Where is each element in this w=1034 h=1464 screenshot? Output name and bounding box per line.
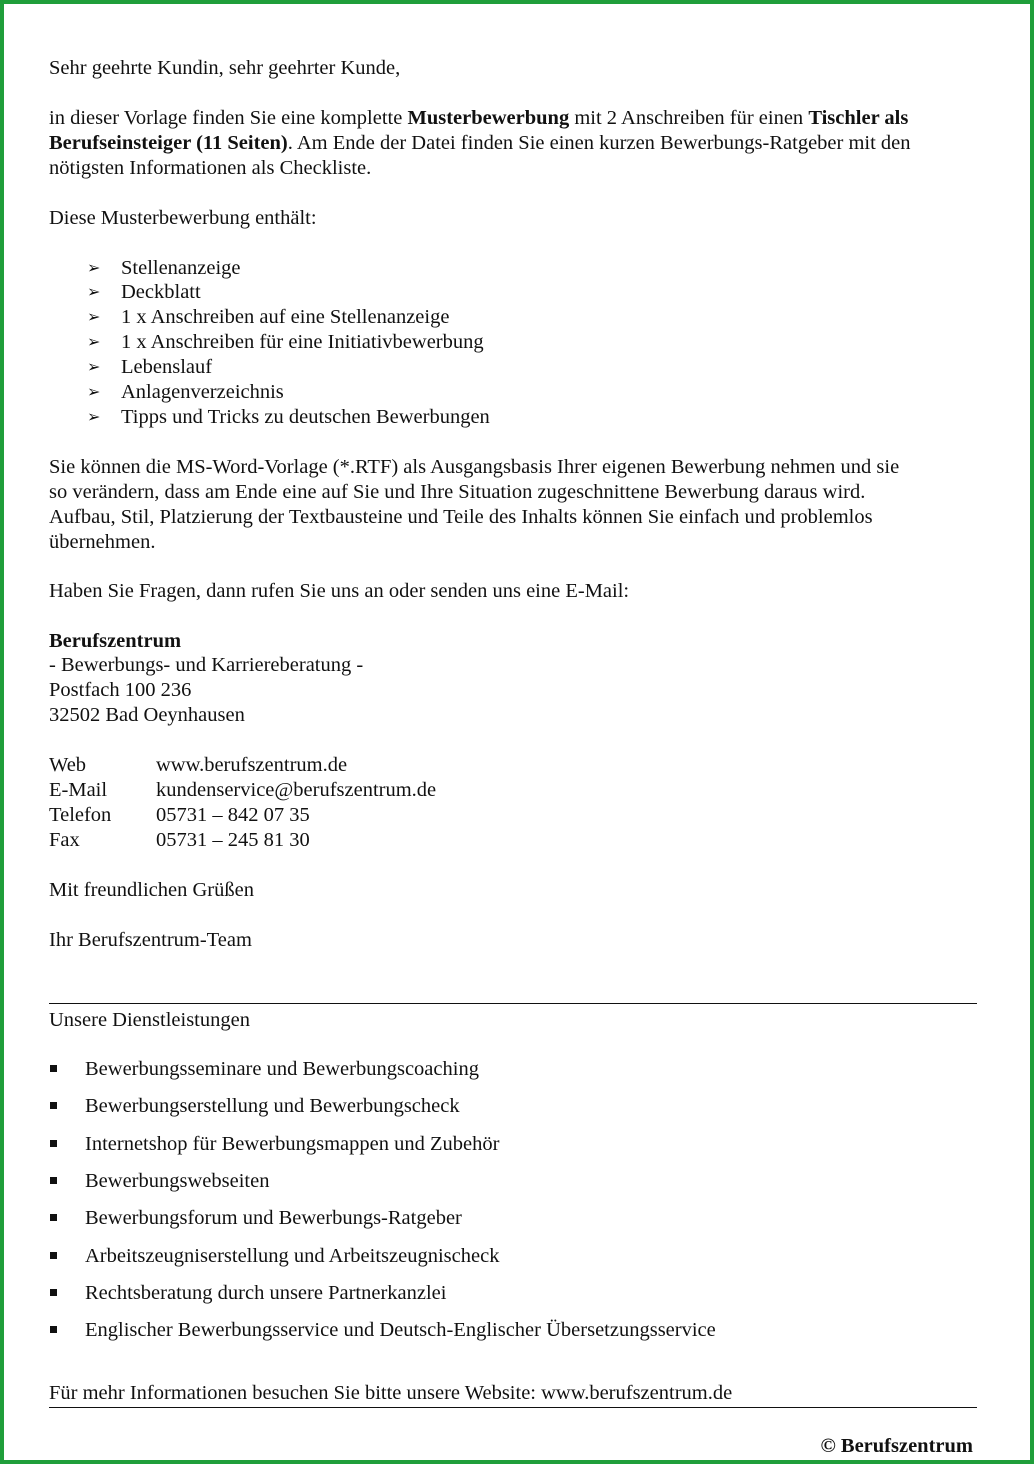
address-postbox: Postfach 100 236 <box>49 679 192 701</box>
service-item: Englischer Bewerbungsservice und Deutsch-Englischer Übersetzungsservice <box>85 1319 716 1341</box>
service-item: Bewerbungsseminare und Bewerbungscoaching <box>85 1058 479 1080</box>
square-bullet-icon <box>50 1252 57 1259</box>
intro-emphasis: Musterbewerbung <box>407 107 570 129</box>
service-item: Bewerbungsforum und Bewerbungs-Ratgeber <box>85 1207 462 1229</box>
intro-text: mit 2 Anschreiben für einen <box>569 107 809 129</box>
address-tagline: - Bewerbungs- und Karriereberatung - <box>49 654 364 676</box>
greeting: Sehr geehrte Kundin, sehr geehrter Kunde, <box>49 57 401 79</box>
signature: Ihr Berufszentrum-Team <box>49 929 252 951</box>
service-item: Arbeitszeugniserstellung und Arbeitszeugnischeck <box>85 1245 500 1267</box>
address-city: 32502 Bad Oeynhausen <box>49 704 245 726</box>
contents-item: Anlagenverzeichnis <box>121 381 284 403</box>
contact-value-fax: 05731 – 245 81 30 <box>156 829 310 851</box>
service-item: Rechtsberatung durch unsere Partnerkanzlei <box>85 1282 447 1304</box>
address-company <box>49 629 181 654</box>
usage-line: Aufbau, Stil, Platzierung der Textbausteine und Teile des Inhalts können Sie einfach und problemlos <box>49 506 873 528</box>
contents-item: Lebenslauf <box>121 356 213 378</box>
contents-item: Deckblatt <box>121 281 201 303</box>
usage-line: übernehmen. <box>49 531 156 553</box>
contact-label-web: Web <box>49 754 87 776</box>
contact-label-phone: Telefon <box>49 804 112 826</box>
intro-emphasis: Berufseinsteiger (11 Seiten) <box>49 132 288 154</box>
intro-line-2 <box>49 131 911 156</box>
square-bullet-icon <box>50 1326 57 1333</box>
arrow-bullet-icon: ➢ <box>87 284 101 301</box>
arrow-bullet-icon: ➢ <box>87 334 101 351</box>
footer-website-line: Für mehr Informationen besuchen Sie bitte unsere Website: www.berufszentrum.de <box>49 1382 733 1404</box>
intro-emphasis: Tischler als <box>808 107 909 129</box>
company-name: Berufszentrum <box>49 630 182 652</box>
service-item: Bewerbungswebseiten <box>85 1170 270 1192</box>
contact-label-fax: Fax <box>49 829 80 851</box>
divider-top <box>49 1003 977 1004</box>
divider-bottom <box>49 1407 977 1408</box>
arrow-bullet-icon: ➢ <box>87 309 101 326</box>
service-item: Internetshop für Bewerbungsmappen und Zubehör <box>85 1133 500 1155</box>
square-bullet-icon <box>50 1140 57 1147</box>
service-item: Bewerbungserstellung und Bewerbungscheck <box>85 1095 460 1117</box>
square-bullet-icon <box>50 1102 57 1109</box>
questions-line: Haben Sie Fragen, dann rufen Sie uns an oder senden uns eine E-Mail: <box>49 580 630 602</box>
square-bullet-icon <box>50 1289 57 1296</box>
usage-line: Sie können die MS-Word-Vorlage (*.RTF) als Ausgangsbasis Ihrer eigenen Bewerbung nehmen und sie <box>49 456 900 478</box>
copyright-text: © Berufszentrum <box>820 1435 973 1457</box>
closing: Mit freundlichen Grüßen <box>49 879 254 901</box>
contents-item: Tipps und Tricks zu deutschen Bewerbungen <box>121 406 490 428</box>
contact-value-email: kundenservice@berufszentrum.de <box>156 779 437 801</box>
arrow-bullet-icon: ➢ <box>87 409 101 426</box>
contents-heading: Diese Musterbewerbung enthält: <box>49 207 317 229</box>
square-bullet-icon <box>50 1065 57 1072</box>
intro-line-3: nötigsten Informationen als Checkliste. <box>49 157 372 179</box>
contents-item: 1 x Anschreiben auf eine Stellenanzeige <box>121 306 450 328</box>
contact-value-phone: 05731 – 842 07 35 <box>156 804 310 826</box>
contact-value-web: www.berufszentrum.de <box>156 754 348 776</box>
services-heading: Unsere Dienstleistungen <box>49 1009 250 1031</box>
square-bullet-icon <box>50 1177 57 1184</box>
contact-label-email: E-Mail <box>49 779 108 801</box>
contents-item: Stellenanzeige <box>121 257 241 279</box>
intro-line-1 <box>49 106 908 131</box>
arrow-bullet-icon: ➢ <box>87 384 101 401</box>
contents-item: 1 x Anschreiben für eine Initiativbewerbung <box>121 331 484 353</box>
intro-text: . Am Ende der Datei finden Sie einen kurzen Bewerbungs-Ratgeber mit den <box>287 132 911 154</box>
usage-line: so verändern, dass am Ende eine auf Sie und Ihre Situation zugeschnittene Bewerbung daraus wird. <box>49 481 866 503</box>
arrow-bullet-icon: ➢ <box>87 260 101 277</box>
square-bullet-icon <box>50 1214 57 1221</box>
intro-text: in dieser Vorlage finden Sie eine komplette <box>49 107 408 129</box>
arrow-bullet-icon: ➢ <box>87 359 101 376</box>
copyright <box>820 1434 973 1459</box>
